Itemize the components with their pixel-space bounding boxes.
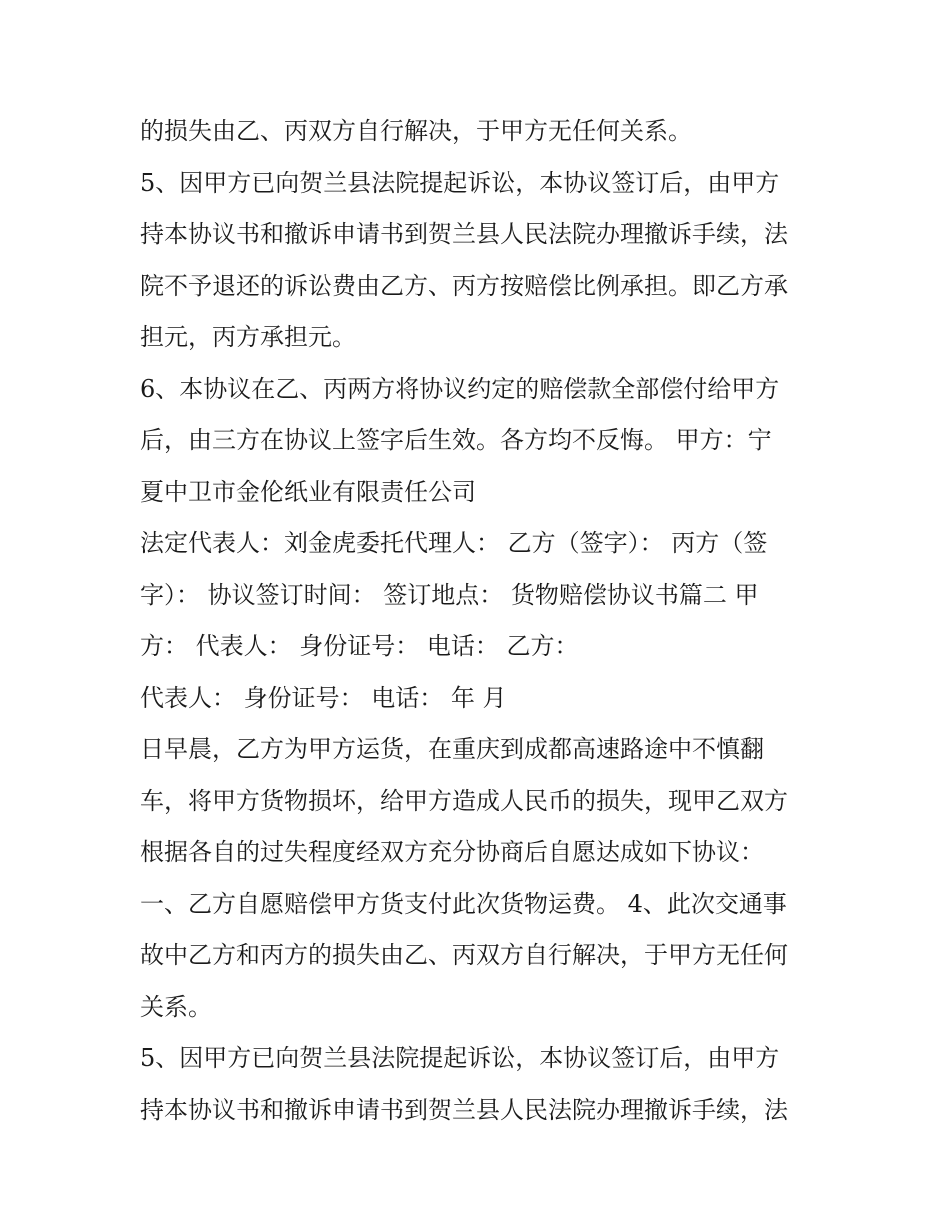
text-line: 车，将甲方货物损坏，给甲方造成人民币的损失，现甲乙双方 [140,786,788,815]
text-line: 6、本协议在乙、丙两方将协议约定的赔偿款全部偿付给甲方 [140,374,780,403]
text-line: 根据各自的过失程度经双方充分协商后自愿达成如下协议： [140,838,764,866]
text-line: 的损失由乙、丙双方自行解决，于甲方无任何关系。 [140,117,692,145]
text-line: 故中乙方和丙方的损失由乙、丙双方自行解决，于甲方无任何 [140,941,788,969]
text-line: 代表人： 身份证号： 电话： 年 月 [140,683,507,712]
text-line: 字）： 协议签订时间： 签订地点： 货物赔偿协议书篇二 甲 [140,580,759,609]
text-line: 关系。 [140,992,212,1021]
text-line: 日早晨，乙方为甲方运货，在重庆到成都高速路途中不慎翻 [140,735,764,763]
document-body [140,106,820,1136]
text-line: 夏中卫市金伦纸业有限责任公司 [140,477,476,506]
text-line: 方： 代表人： 身份证号： 电话： 乙方： [140,632,579,660]
text-line: 担元，丙方承担元。 [140,323,356,351]
text-line: 持本协议书和撤诉申请书到贺兰县人民法院办理撤诉手续，法 [140,220,788,248]
text-line: 持本协议书和撤诉申请书到贺兰县人民法院办理撤诉手续，法 [140,1095,788,1124]
text-line: 法定代表人：刘金虎委托代理人： 乙方（签字）： 丙方（签 [140,529,768,557]
text-line: 后，由三方在协议上签字后生效。各方均不反悔。 甲方：宁 [140,426,772,454]
text-line: 院不予退还的诉讼费由乙方、丙方按赔偿比例承担。即乙方承 [140,271,788,300]
text-line: 一、乙方自愿赔偿甲方货支付此次货物运费。 4、此次交通事 [140,889,787,918]
text-line: 5、因甲方已向贺兰县法院提起诉讼，本协议签订后，由甲方 [140,168,780,197]
text-line: 5、因甲方已向贺兰县法院提起诉讼，本协议签订后，由甲方 [140,1044,780,1072]
